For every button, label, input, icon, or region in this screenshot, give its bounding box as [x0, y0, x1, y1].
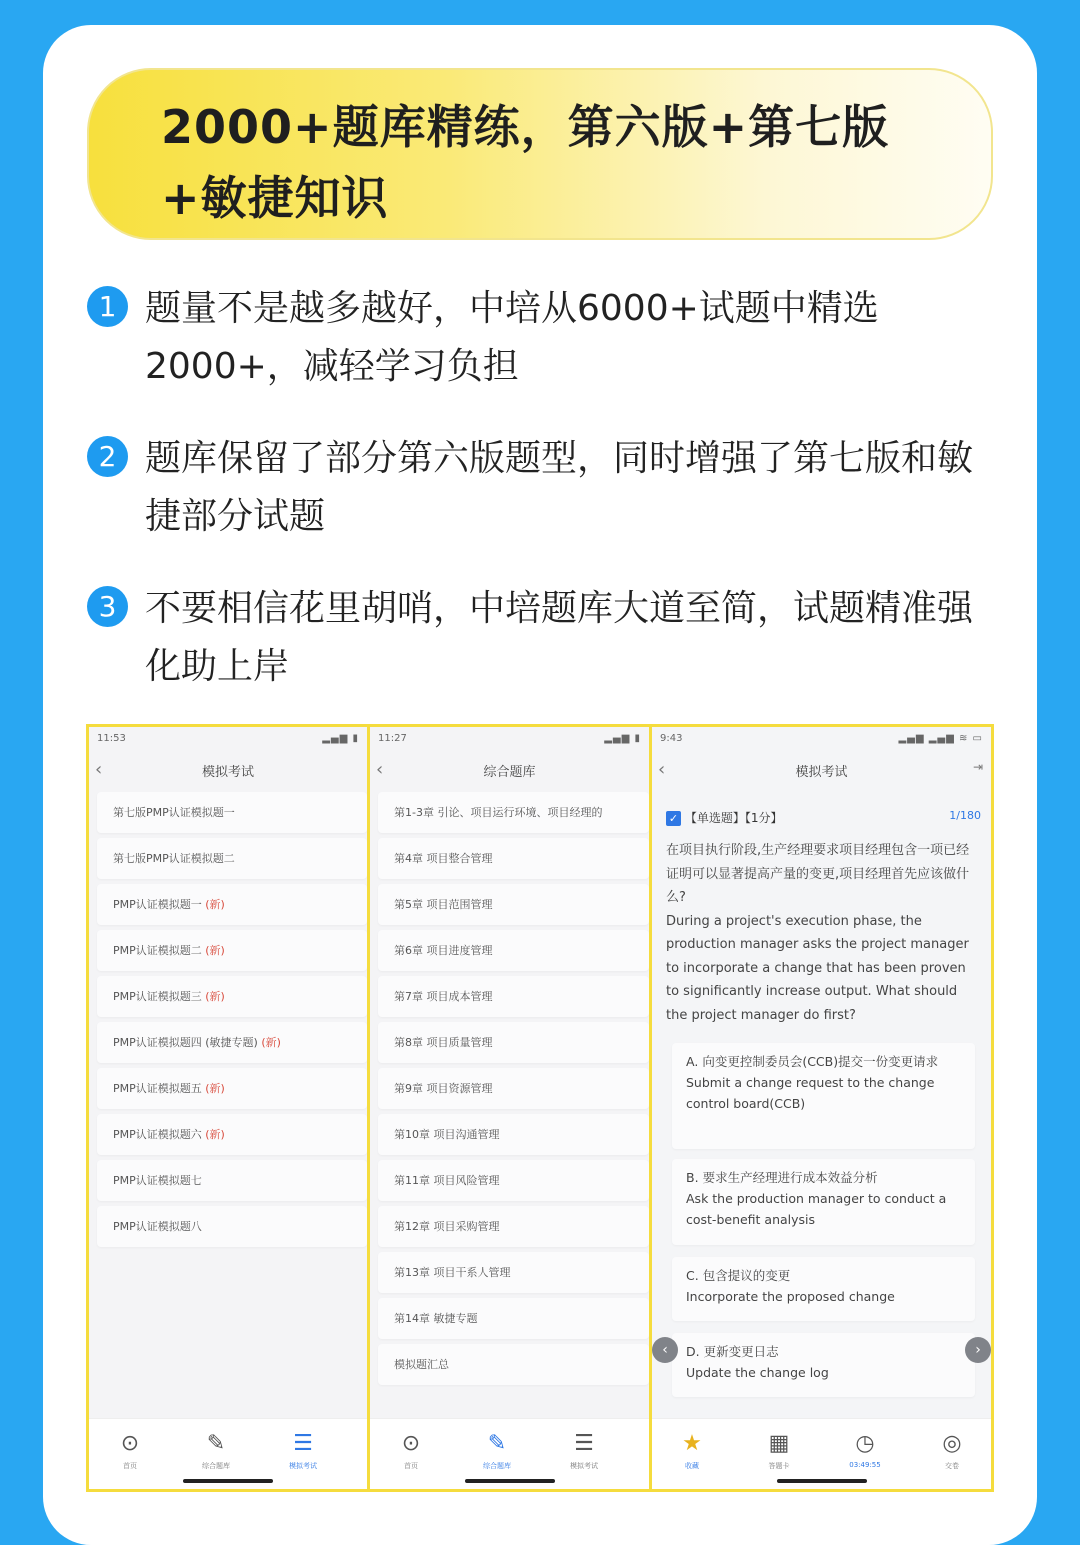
signal-icon: ▂▄▆ ▂▄▆ ≋ ▭ [898, 733, 983, 744]
option-c[interactable] [672, 1257, 975, 1321]
feature-point-1 [87, 280, 997, 400]
page-title: 模拟考试 [201, 765, 254, 780]
question-type: 【单选题】【1分】 [684, 811, 783, 825]
list-item[interactable]: 第14章 敏捷专题 [378, 1298, 649, 1339]
list-item[interactable]: 第13章 项目干系人管理 [378, 1252, 649, 1293]
number-badge-3: 3 [87, 586, 128, 627]
status-time: 11:27 [378, 733, 407, 744]
exit-icon[interactable]: ⇥ [972, 760, 983, 774]
new-badge: (新) [205, 944, 225, 957]
tab-submit[interactable]: ◎ 交卷 [922, 1431, 982, 1471]
number-badge-1: 1 [87, 286, 128, 327]
option-d[interactable] [672, 1333, 975, 1397]
tab-timer[interactable]: ◷ 03:49:55 [835, 1431, 895, 1469]
list-item[interactable]: PMP认证模拟题二 (新) [97, 930, 367, 971]
list-icon: ☰ [574, 1431, 594, 1456]
list-item[interactable]: 第8章 项目质量管理 [378, 1022, 649, 1063]
list-item[interactable]: PMP认证模拟题三 (新) [97, 976, 367, 1017]
list-item[interactable]: 第1-3章 引论、项目运行环境、项目经理的 [378, 792, 649, 833]
feature-point-2 [87, 430, 997, 550]
star-icon: ★ [682, 1431, 702, 1456]
list-item[interactable]: 第6章 项目进度管理 [378, 930, 649, 971]
option-b-en: Ask the production manager to conduct a cost-benefit analysis [686, 1191, 947, 1227]
tab-home[interactable]: ⊙ 首页 [100, 1431, 160, 1471]
new-badge: (新) [205, 898, 225, 911]
option-a[interactable] [672, 1043, 975, 1149]
chapter-list [378, 792, 649, 1390]
page-title: 模拟考试 [795, 765, 848, 780]
tab-question-bank[interactable]: ✎ 综合题库 [186, 1431, 246, 1471]
list-item[interactable]: 模拟题汇总 [378, 1344, 649, 1385]
nav-bar [89, 757, 367, 787]
nav-bar [370, 757, 649, 787]
back-icon[interactable]: ‹ [376, 759, 384, 780]
list-item[interactable]: PMP认证模拟题五 (新) [97, 1068, 367, 1109]
headline-banner [87, 68, 993, 240]
list-item[interactable]: PMP认证模拟题四 (敏捷专题) (新) [97, 1022, 367, 1063]
home-indicator [465, 1479, 555, 1483]
list-item[interactable]: 第5章 项目范围管理 [378, 884, 649, 925]
option-c-cn: C. 包含提议的变更 [686, 1268, 791, 1283]
list-item[interactable]: 第11章 项目风险管理 [378, 1160, 649, 1201]
list-item[interactable]: 第4章 项目整合管理 [378, 838, 649, 879]
settings-icon: ◎ [942, 1431, 962, 1456]
question-header [666, 809, 981, 827]
list-item[interactable]: PMP认证模拟题七 [97, 1160, 367, 1201]
new-badge: (新) [205, 990, 225, 1003]
checkbox-icon: ✓ [666, 811, 681, 826]
tab-question-bank[interactable]: ✎ 综合题库 [467, 1431, 527, 1471]
feature-text-1: 题量不是越多越好，中培从6000+试题中精选2000+，减轻学习负担 [145, 288, 879, 387]
grid-icon: ▦ [768, 1431, 790, 1456]
list-item[interactable]: 第七版PMP认证模拟题一 [97, 792, 367, 833]
nav-bar [652, 757, 991, 787]
tab-bar [89, 1418, 367, 1489]
phone-mock-exam-list [89, 727, 367, 1489]
list-item[interactable]: PMP认证模拟题一 (新) [97, 884, 367, 925]
option-d-cn: D. 更新变更日志 [686, 1344, 779, 1359]
option-c-en: Incorporate the proposed change [686, 1289, 895, 1304]
prev-arrow-icon[interactable]: ‹ [652, 1337, 678, 1363]
tab-favorite[interactable]: ★ 收藏 [662, 1431, 722, 1471]
back-icon[interactable]: ‹ [95, 759, 103, 780]
tab-mock-exam[interactable]: ☰ 模拟考试 [273, 1431, 333, 1471]
back-icon[interactable]: ‹ [658, 759, 666, 780]
page-title: 综合题库 [483, 765, 536, 780]
option-b[interactable] [672, 1159, 975, 1245]
list-item[interactable]: 第10章 项目沟通管理 [378, 1114, 649, 1155]
edit-icon: ✎ [487, 1431, 507, 1456]
list-item[interactable]: PMP认证模拟题八 [97, 1206, 367, 1247]
home-check-icon: ⊙ [120, 1431, 140, 1456]
home-indicator [183, 1479, 273, 1483]
tab-mock-exam[interactable]: ☰ 模拟考试 [554, 1431, 614, 1471]
status-bar [97, 733, 359, 749]
option-a-cn: A. 向变更控制委员会(CCB)提交一份变更请求 [686, 1054, 939, 1069]
tab-bar [652, 1418, 991, 1489]
feature-text-3: 不要相信花里胡哨，中培题库大道至简，试题精准强化助上岸 [145, 588, 974, 687]
list-item[interactable]: PMP认证模拟题六 (新) [97, 1114, 367, 1155]
question-text [666, 839, 977, 1027]
tab-home[interactable]: ⊙ 首页 [381, 1431, 441, 1471]
phone-question-bank [370, 727, 649, 1489]
signal-icon: ▂▄▆ ▮ [604, 733, 641, 744]
signal-icon: ▂▄▆ ▮ [322, 733, 359, 744]
new-badge: (新) [261, 1036, 281, 1049]
question-chinese: 在项目执行阶段,生产经理要求项目经理包含一项已经证明可以显著提高产量的变更,项目经理首先应该做什么? [666, 843, 970, 905]
option-d-en: Update the change log [686, 1365, 829, 1380]
feature-text-2: 题库保留了部分第六版题型，同时增强了第七版和敏捷部分试题 [145, 438, 974, 537]
status-bar [660, 733, 983, 749]
clock-icon: ◷ [855, 1431, 875, 1456]
question-english: During a project's execution phase, the production manager asks the project manager to incorporate a change that has been proven to significantly increase output. What should the project manager do first? [666, 913, 969, 1023]
tab-bar [370, 1418, 649, 1489]
home-indicator [777, 1479, 867, 1483]
status-time: 9:43 [660, 733, 683, 744]
screenshot-strip [86, 724, 994, 1492]
status-bar [378, 733, 641, 749]
option-b-cn: B. 要求生产经理进行成本效益分析 [686, 1170, 878, 1185]
status-time: 11:53 [97, 733, 126, 744]
list-icon: ☰ [293, 1431, 313, 1456]
new-badge: (新) [205, 1082, 225, 1095]
headline-title: 2000+题库精练，第六版+第七版+敏捷知识 [161, 100, 890, 225]
tab-answer-card[interactable]: ▦ 答题卡 [749, 1431, 809, 1471]
feature-point-3 [87, 580, 997, 700]
exam-list [97, 792, 367, 1252]
next-arrow-icon[interactable]: › [965, 1337, 991, 1363]
number-badge-2: 2 [87, 436, 128, 477]
question-counter: 1/180 [949, 809, 981, 822]
edit-icon: ✎ [206, 1431, 226, 1456]
phone-question-view [652, 727, 991, 1489]
list-item[interactable]: 第七版PMP认证模拟题二 [97, 838, 367, 879]
new-badge: (新) [205, 1128, 225, 1141]
list-item[interactable]: 第12章 项目采购管理 [378, 1206, 649, 1247]
home-check-icon: ⊙ [401, 1431, 421, 1456]
list-item[interactable]: 第9章 项目资源管理 [378, 1068, 649, 1109]
list-item[interactable]: 第7章 项目成本管理 [378, 976, 649, 1017]
option-a-en: Submit a change request to the change control board(CCB) [686, 1075, 935, 1111]
